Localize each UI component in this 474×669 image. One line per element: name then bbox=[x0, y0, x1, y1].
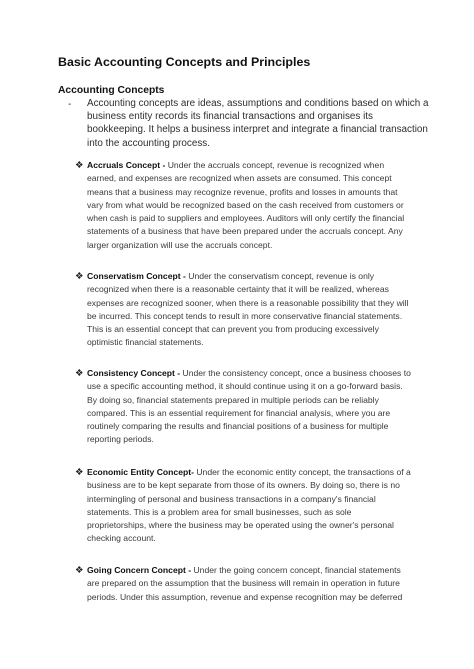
diamond-bullet-icon: ❖ bbox=[75, 565, 84, 576]
concept-name: Economic Entity Concept- bbox=[87, 467, 194, 477]
concept-name: Going Concern Concept - bbox=[87, 565, 192, 575]
concept-first-line bbox=[87, 564, 402, 577]
intro-paragraph bbox=[87, 97, 428, 150]
intro-line: into the accounting process. bbox=[87, 137, 210, 149]
concept-line: routinely comparing the results and financial positions of a business for multiple bbox=[87, 421, 389, 432]
concept-paragraph-conservatism bbox=[87, 270, 409, 350]
document-title: Basic Accounting Concepts and Principles bbox=[58, 55, 311, 69]
concept-first-line bbox=[87, 466, 411, 479]
concept-line: periods. Under this assumption, revenue and expense recognition may be deferred bbox=[87, 591, 403, 602]
concept-line: This is an essential concept that can prevent you from producing excessively bbox=[87, 324, 379, 335]
concept-line: intermingling of personal and business transactions in a company's financial bbox=[87, 493, 376, 504]
concept-line: means that a business may recognize revenue, profits and losses in amounts that bbox=[87, 186, 398, 197]
concept-first-line bbox=[87, 367, 411, 380]
concept-line: expenses are recognized sooner, when there is a reasonable possibility that they will bbox=[87, 297, 409, 308]
concept-first-line bbox=[87, 159, 404, 172]
concept-line: be incurred. This concept tends to result in more conservative financial statements. bbox=[87, 310, 403, 321]
concept-paragraph-accruals bbox=[87, 159, 404, 252]
concept-paragraph-going-concern bbox=[87, 564, 402, 604]
concept-line: statements of a business that have been prepared under the accruals concept. Any bbox=[87, 226, 403, 237]
concept-line: earned, and expenses are recognized when assets are consumed. This concept bbox=[87, 173, 392, 184]
concept-line: vary from what would be recognized based on the cash received from customers or bbox=[87, 199, 404, 210]
concept-line: checking account. bbox=[87, 533, 156, 544]
concept-line: use a specific accounting method, it should continue using it on a go-forward basis. bbox=[87, 381, 403, 392]
intro-line: business entity records its financial transactions and organises its bbox=[87, 111, 373, 123]
concept-line: recognized when there is a reasonable certainty that it will be realized, whereas bbox=[87, 284, 389, 295]
concept-paragraph-consistency bbox=[87, 367, 411, 447]
concept-line: compared. This is an essential requirement for financial analysis, where you are bbox=[87, 407, 391, 418]
diamond-bullet-icon: ❖ bbox=[75, 368, 84, 379]
diamond-bullet-icon: ❖ bbox=[75, 160, 84, 171]
diamond-bullet-icon: ❖ bbox=[75, 467, 84, 478]
concept-name: Conservatism Concept - bbox=[87, 271, 186, 281]
concept-line: optimistic financial statements. bbox=[87, 337, 204, 348]
concept-text: Under the consistency concept, once a business chooses to bbox=[180, 368, 411, 378]
concept-text: Under the economic entity concept, the transactions of a bbox=[193, 467, 411, 477]
intro-line: bookkeeping. It helps a business interpret and integrate a financial transaction bbox=[87, 124, 428, 136]
concept-paragraph-economic-entity bbox=[87, 466, 411, 546]
concept-line: By doing so, financial statements prepared in multiple periods can be reliably bbox=[87, 394, 379, 405]
intro-line: Accounting concepts are ideas, assumptions and conditions based on which a bbox=[87, 98, 429, 109]
concept-line: reporting periods. bbox=[87, 434, 154, 445]
concept-text: Under the going concern concept, financial statements bbox=[191, 565, 401, 575]
concept-line: when cash is paid to suppliers and employees. Auditors will only certify the financial bbox=[87, 213, 405, 224]
section-heading: Accounting Concepts bbox=[58, 85, 165, 96]
concept-name: Consistency Concept - bbox=[87, 368, 181, 378]
concept-line: proprietorships, where the business may be operated using the owner's personal bbox=[87, 520, 394, 531]
concept-line: are prepared on the assumption that the business will remain in operation in future bbox=[87, 578, 400, 589]
concept-text: Under the conservatism concept, revenue is only bbox=[185, 271, 375, 281]
dash-marker: - bbox=[68, 99, 72, 110]
concept-line: larger organization will use the accruals concept. bbox=[87, 239, 273, 250]
concept-line: statements. This is a problem area for small businesses, such as sole bbox=[87, 506, 352, 517]
concept-name: Accruals Concept - bbox=[87, 160, 166, 170]
concept-line: business are to be kept separate from those of its owners. By doing so, there is no bbox=[87, 480, 400, 491]
diamond-bullet-icon: ❖ bbox=[75, 271, 84, 282]
concept-text: Under the accruals concept, revenue is recognized when bbox=[165, 160, 385, 170]
concept-first-line bbox=[87, 270, 409, 283]
